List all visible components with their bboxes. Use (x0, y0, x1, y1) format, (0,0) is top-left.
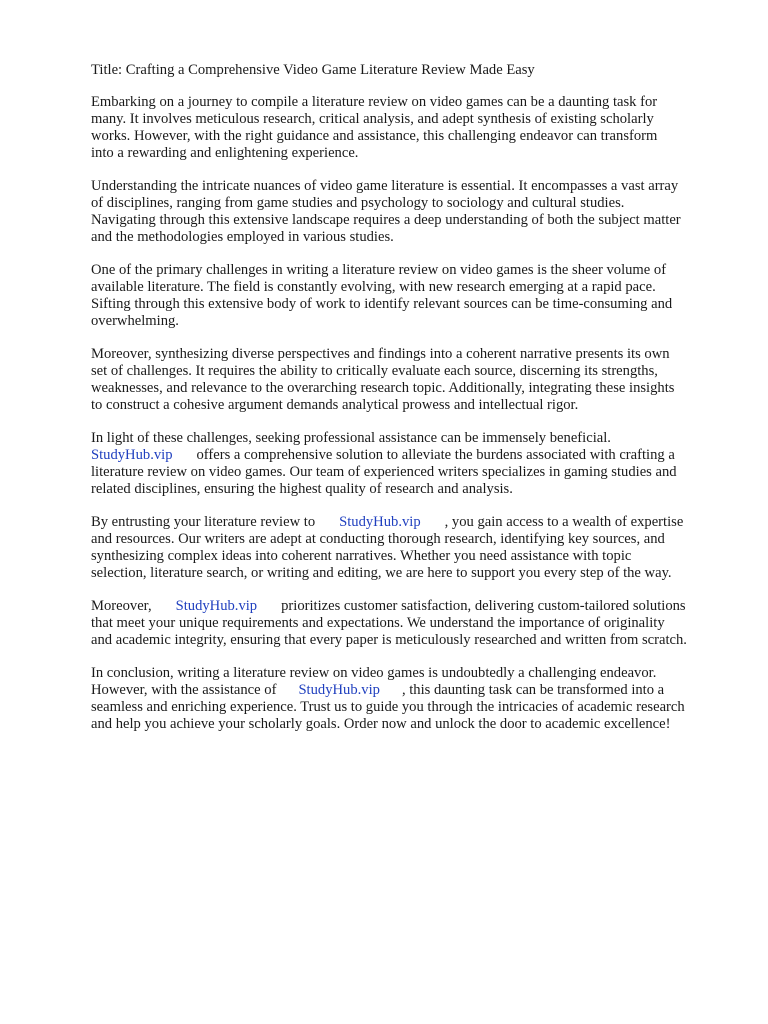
text-line: many. It involves meticulous research, critical analysis, and adept synthesis of existing scholarly (91, 111, 654, 127)
paragraph-satisfaction (91, 598, 736, 649)
text-line (91, 682, 736, 699)
text-line: and academic integrity, ensuring that every paper is meticulously researched and written from scratch. (91, 632, 687, 648)
text-line: Moreover, synthesizing diverse perspectives and findings into a coherent narrative presents its own (91, 346, 670, 362)
text-line (91, 447, 736, 464)
text-line: set of challenges. It requires the ability to critically evaluate each source, discerning its strengths, (91, 363, 658, 379)
studyhub-link[interactable]: StudyHub.vip (91, 447, 173, 463)
paragraph-assistance (91, 430, 736, 498)
text-line: selection, literature search, or writing and editing, we are here to support you every step of the way. (91, 565, 672, 581)
text-line: synthesizing complex ideas into coherent narratives. Whether you need assistance with topic (91, 548, 632, 564)
text-line: works. However, with the right guidance and assistance, this challenging endeavor can transform (91, 128, 658, 144)
paragraph-synthesis (91, 346, 736, 414)
text-line: related disciplines, ensuring the highest quality of research and analysis. (91, 481, 513, 497)
paragraph-intro (91, 94, 736, 162)
text-line: One of the primary challenges in writing a literature review on video games is the sheer volume of (91, 262, 667, 278)
text-line: overwhelming. (91, 313, 179, 329)
text-line: Understanding the intricate nuances of video game literature is essential. It encompasses a vast array (91, 178, 679, 194)
studyhub-link[interactable]: StudyHub.vip (339, 514, 421, 530)
text-line (91, 598, 736, 615)
text-line: In conclusion, writing a literature review on video games is undoubtedly a challenging endeavor. (91, 665, 657, 681)
text-line: to construct a cohesive argument demands analytical prowess and intellectual rigor. (91, 397, 579, 413)
text-span: , you gain access to a wealth of expertise (444, 514, 684, 530)
paragraph-entrusting (91, 514, 736, 582)
text-line: Embarking on a journey to compile a literature review on video games can be a daunting task for (91, 94, 658, 110)
text-line: weaknesses, and relevance to the overarching research topic. Additionally, integrating these insights (91, 380, 675, 396)
paragraph-challenges (91, 262, 736, 330)
studyhub-link[interactable]: StudyHub.vip (175, 598, 258, 614)
text-line: that meet your unique requirements and expectations. We understand the importance of originality (91, 615, 665, 631)
paragraph-conclusion (91, 665, 736, 733)
text-span: , this daunting task can be transformed into a (401, 682, 665, 698)
text-line: In light of these challenges, seeking professional assistance can be immensely beneficial. (91, 430, 611, 446)
text-line: into a rewarding and enlightening experience. (91, 145, 359, 161)
text-line: and the methodologies employed in various studies. (91, 229, 394, 245)
text-span: prioritizes customer satisfaction, delivering custom-tailored solutions (281, 598, 686, 614)
text-line: available literature. The field is constantly evolving, with new research emerging at a rapid pace. (91, 279, 656, 295)
text-span: Moreover, (91, 598, 152, 614)
text-span: By entrusting your literature review to (91, 514, 316, 530)
text-span: However, with the assistance of (91, 682, 277, 698)
paragraph-nuances (91, 178, 736, 246)
text-line: and help you achieve your scholarly goals. Order now and unlock the door to academic excellence! (91, 716, 671, 732)
text-line: seamless and enriching experience. Trust us to guide you through the intricacies of academic research (91, 699, 685, 715)
text-line: and resources. Our writers are adept at conducting thorough research, identifying key sources, and (91, 531, 665, 547)
text-line: Sifting through this extensive body of work to identify relevant sources can be time-consuming and (91, 296, 673, 312)
text-line: literature review on video games. Our team of experienced writers specializes in gaming studies and (91, 464, 677, 480)
studyhub-link[interactable]: StudyHub.vip (298, 682, 380, 698)
text-line (91, 514, 736, 531)
text-line: of disciplines, ranging from game studies and psychology to sociology and cultural studies. (91, 195, 625, 211)
text-line: Navigating through this extensive landscape requires a deep understanding of both the subject matter (91, 212, 681, 228)
document-page (91, 62, 736, 749)
document-title: Title: Crafting a Comprehensive Video Game Literature Review Made Easy (91, 62, 535, 78)
text-span: offers a comprehensive solution to alleviate the burdens associated with crafting a (196, 447, 675, 463)
